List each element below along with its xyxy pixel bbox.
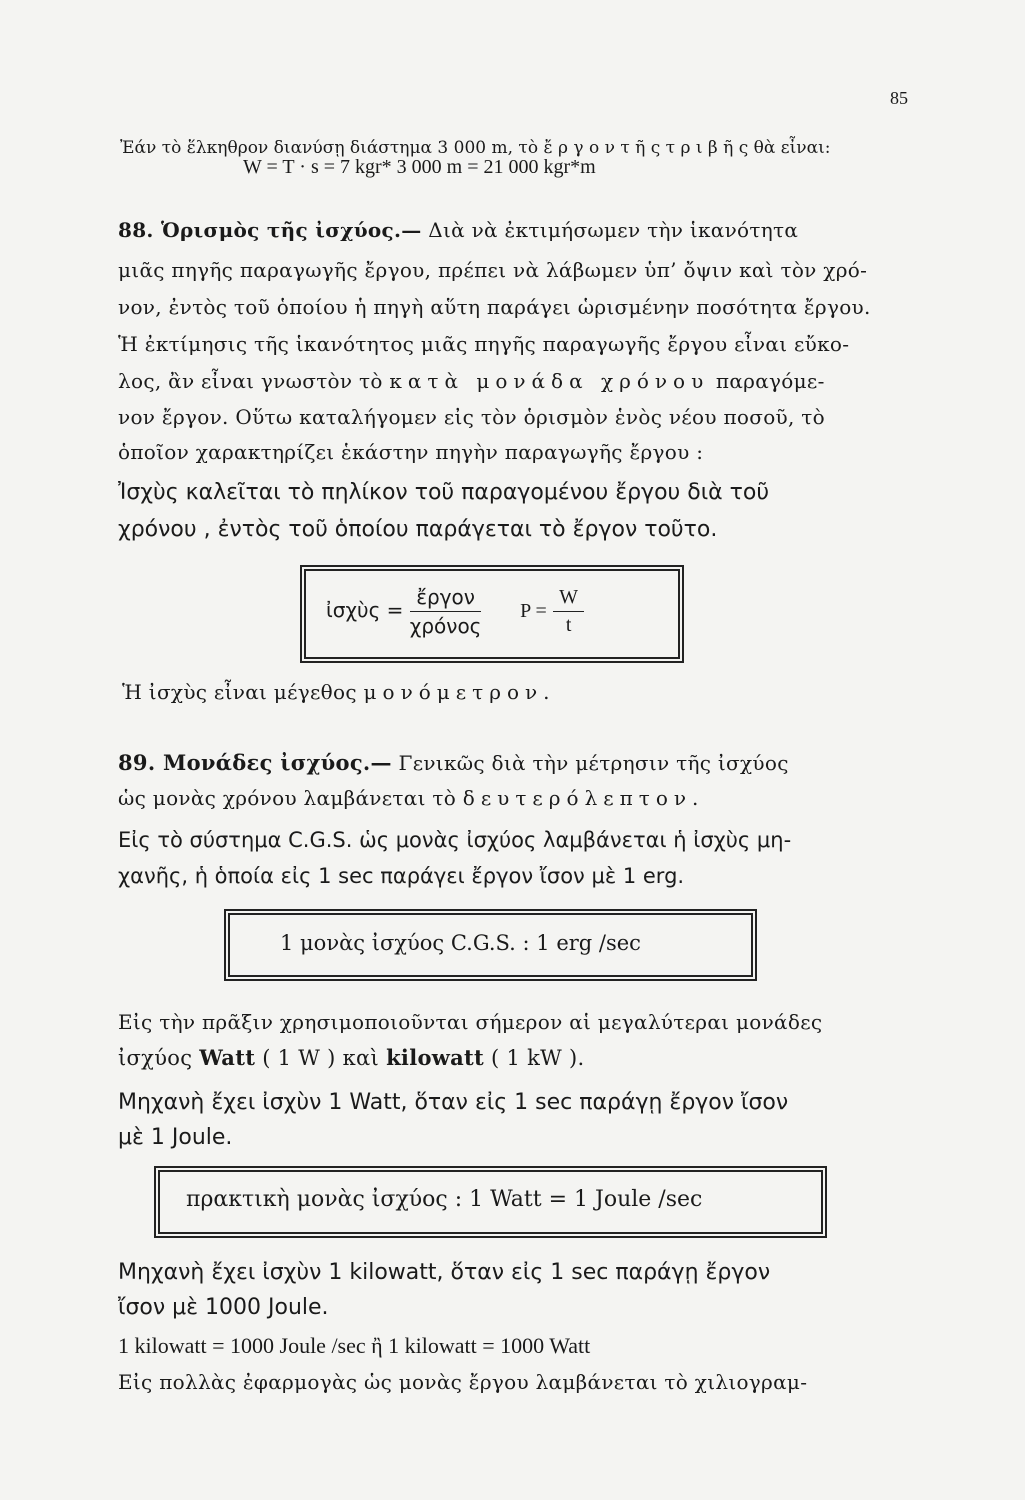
- work-equation: W = T · s = 7 kgr* 3 000 m = 21 000 kgr*m: [243, 156, 596, 178]
- section-89-line-1: 89. Μονάδες ἰσχύος.— Γενικῶς διὰ τὴν μέτρησιν τῆς ἰσχύος: [118, 750, 789, 775]
- section-88-line-7: ὁποῖον χαρακτηρίζει ἑκάστην πηγὴν παραγωγῆς ἔργου :: [118, 440, 704, 464]
- practical-unit-box: [158, 1170, 823, 1234]
- cgs-line-1: Εἰς τὸ σύστημα C.G.S. ὡς μονὰς ἰσχύος λαμβάνεται ἡ ἰσχὺς μη-: [118, 828, 792, 852]
- definition-line-2: χρόνου , ἐντὸς τοῦ ὁποίου παράγεται τὸ ἔργον τοῦτο.: [118, 517, 718, 542]
- practical-line-2: ἰσχύος Watt ( 1 W ) καὶ kilowatt ( 1 kW ).: [118, 1045, 585, 1070]
- work-sentence: Ἐάν τὸ ἕλκηθρον διανύσῃ διάστημα 3 000 m, τὸ ἔ ρ γ ο ν τ ῆ ς τ ρ ι β ῆ ς θὰ εἶναι:: [120, 138, 831, 158]
- cgs-unit-text: 1 μονὰς ἰσχύος C.G.S. : 1 erg /sec: [280, 931, 641, 955]
- power-formula: ἰσχὺς = $\frac{\text{ἔργον}}{\text{χρόνος}}$ P = $\frac{W}{t}$: [326, 585, 584, 638]
- power-formula-box: [304, 569, 680, 659]
- kilowatt-line-1: Μηχανὴ ἔχει ἰσχὺν 1 kilowatt, ὅταν εἰς 1 sec παράγῃ ἔργον: [118, 1260, 771, 1285]
- definition-line-1: Ἰσχὺς καλεῖται τὸ πηλίκον τοῦ παραγομένου ἔργου διὰ τοῦ: [118, 480, 770, 505]
- fraction-work-over-time: $\frac{\text{ἔργον}}{\text{χρόνος}}$: [409, 585, 482, 638]
- page-number: 85: [890, 88, 908, 108]
- watt-line-2: μὲ 1 Joule.: [118, 1125, 233, 1150]
- last-line: Εἰς πολλὰς ἐφαρμογὰς ὡς μονὰς ἔργου λαμβάνεται τὸ χιλιογραμ-: [118, 1370, 808, 1394]
- section-88-heading: 88. Ὁρισμὸς τῆς ἰσχύος.—: [118, 218, 422, 242]
- practical-unit-text: πρακτικὴ μονὰς ἰσχύος : 1 Watt = 1 Joule /sec: [186, 1187, 703, 1212]
- spaced-emphasis: κατὰ μονάδα χρόνου: [389, 369, 710, 393]
- kilowatt-equation: 1 kilowatt = 1000 Joule /sec ἢ 1 kilowatt = 1000 Watt: [118, 1333, 591, 1358]
- cgs-unit-box: [228, 913, 753, 977]
- section-88-line-2: μιᾶς πηγῆς παραγωγῆς ἔργου, πρέπει νὰ λάβωμεν ὑπ’ ὄψιν καὶ τὸν χρό-: [118, 258, 868, 282]
- section-88-line-1: 88. Ὁρισμὸς τῆς ἰσχύος.— Διὰ νὰ ἐκτιμήσωμεν τὴν ἱκανότητα: [118, 218, 799, 242]
- section-88-line-4: Ἡ ἐκτίμησις τῆς ἱκανότητος μιᾶς πηγῆς παραγωγῆς ἔργου εἶναι εὔκο-: [118, 332, 850, 356]
- section-89-heading: 89. Μονάδες ἰσχύος.—: [118, 750, 392, 775]
- scalar-statement: Ἡ ἰσχὺς εἶναι μέγεθος μονόμετρον.: [122, 680, 556, 704]
- watt-term: Watt: [199, 1045, 256, 1070]
- practical-line-1: Εἰς τὴν πρᾶξιν χρησιμοποιοῦνται σήμερον αἱ μεγαλύτεραι μονάδες: [118, 1010, 823, 1034]
- cgs-line-2: χανῆς, ἡ ὁποία εἰς 1 sec παράγει ἔργον ἴσον μὲ 1 erg.: [118, 864, 685, 888]
- section-88-line-5: λος, ἂν εἶναι γνωστὸν τὸ κατὰ μονάδα χρόνου παραγόμε-: [118, 369, 825, 393]
- watt-line-1: Μηχανὴ ἔχει ἰσχὺν 1 Watt, ὅταν εἰς 1 sec παράγῃ ἔργον ἴσον: [118, 1090, 789, 1115]
- section-88-line-3: νον, ἐντὸς τοῦ ὁποίου ἡ πηγὴ αὕτη παράγει ὡρισμένην ποσότητα ἔργου.: [118, 295, 871, 319]
- kilowatt-line-2: ἴσον μὲ 1000 Joule.: [118, 1295, 329, 1320]
- section-89-line-2: ὡς μονὰς χρόνου λαμβάνεται τὸ δευτερόλεπτον.: [118, 786, 705, 810]
- section-88-line-6: νον ἔργον. Οὕτω καταλήγομεν εἰς τὸν ὁρισμὸν ἑνὸς νέου ποσοῦ, τὸ: [118, 405, 826, 429]
- kilowatt-term: kilowatt: [386, 1045, 485, 1070]
- fraction-w-over-t: $\frac{W}{t}$: [553, 586, 584, 637]
